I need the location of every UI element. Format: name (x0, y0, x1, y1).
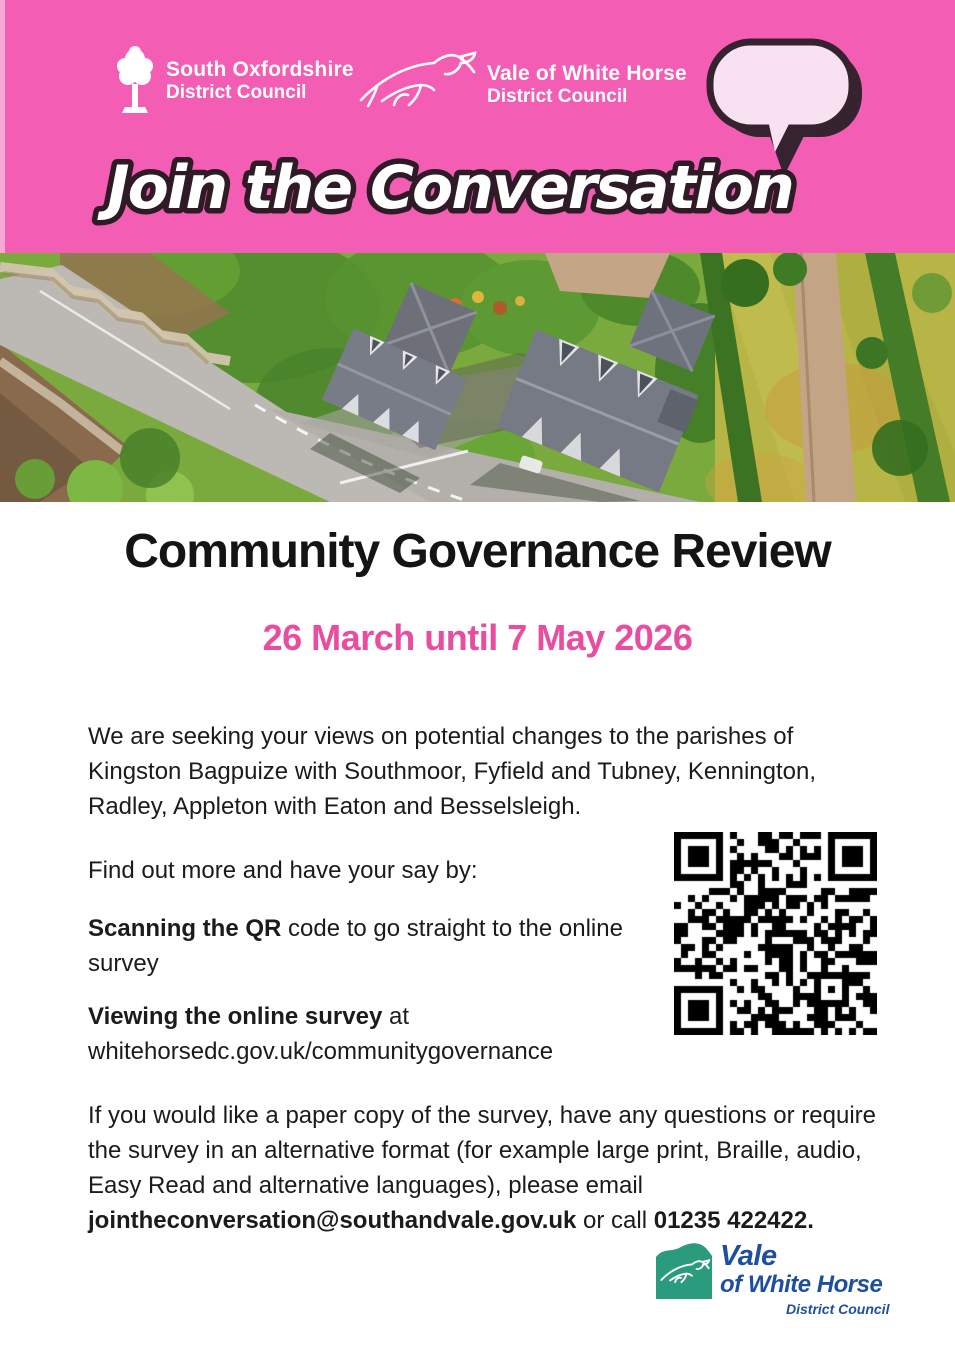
view-survey-rest: at (382, 1003, 409, 1030)
aerial-photo (0, 253, 955, 502)
vale-name: Vale of White Horse (487, 62, 687, 85)
vale-subtitle: District Council (487, 85, 628, 107)
qr-code (674, 832, 877, 1035)
paper-copy-paragraph (88, 1098, 894, 1238)
vale-footer-text (720, 1242, 889, 1316)
banner-title (70, 136, 830, 236)
page-title: Community Governance Review (124, 525, 831, 578)
vale-footer-line2: of White Horse (720, 1271, 883, 1298)
vale-green-horse-icon (656, 1241, 712, 1299)
scan-qr-paragraph (88, 911, 663, 981)
date-range: 26 March until 7 May 2026 (262, 617, 693, 658)
white-horse-icon (358, 50, 486, 108)
banner (0, 0, 955, 253)
scan-qr-rest: code to go straight to the online survey (88, 915, 623, 977)
contact-email[interactable]: jointheconversation@southandvale.gov.uk (88, 1207, 577, 1234)
south-oxfordshire-name: South Oxfordshire (166, 58, 354, 81)
vale-footer-logo (656, 1238, 916, 1328)
vale-footer-line3: District Council (786, 1301, 890, 1317)
contact-phone: 01235 422422. (653, 1207, 814, 1234)
banner-edge (0, 0, 5, 253)
vale-footer-line1: Vale (720, 1240, 777, 1272)
aerial-photo-art (0, 253, 955, 502)
scan-qr-bold: Scanning the QR (88, 915, 282, 942)
south-oxfordshire-subtitle: District Council (166, 81, 307, 103)
or-call-text: or call (576, 1207, 654, 1234)
banner-title-text: Join the Conversation (107, 153, 793, 223)
tree-icon (112, 44, 158, 114)
south-oxfordshire-logo-text (166, 58, 354, 103)
find-out-more-line: Find out more and have your say by: (88, 857, 478, 884)
intro-paragraph: We are seeking your views on potential changes to the parishes of Kingston Bagpuize with Southmoor, Fyfield and Tubney, Kennington, Radley, Appleton with Eaton and Besselsleigh. (88, 723, 817, 820)
view-survey-bold: Viewing the online survey (88, 1003, 383, 1030)
vale-of-white-horse-logo-text (487, 62, 687, 107)
survey-url[interactable]: whitehorsedc.gov.uk/communitygovernance (88, 1038, 554, 1065)
view-survey-paragraph (88, 999, 663, 1069)
paper-copy-intro: If you would like a paper copy of the survey, have any questions or require the survey in an alternative format (for example large print, Braille, audio, Easy Read and alternative languages), please email (88, 1102, 877, 1199)
